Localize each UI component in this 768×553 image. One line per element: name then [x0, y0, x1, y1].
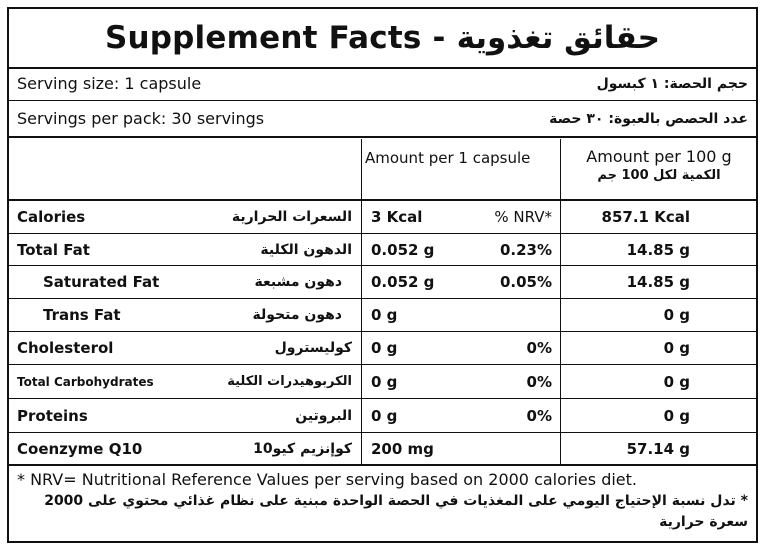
amount-per-100g: 0 g	[663, 306, 690, 324]
serving-size-row	[9, 67, 756, 101]
amount-per-100g: 57.14 g	[626, 439, 690, 458]
amount-per-capsule: 200 mg	[371, 439, 434, 458]
table-row	[9, 399, 756, 433]
amount-per-100g: 0 g	[663, 372, 690, 391]
table-row	[9, 433, 756, 466]
header-per-capsule: Amount per 1 capsule	[365, 149, 531, 167]
serving-size-en: Serving size: 1 capsule	[17, 74, 202, 93]
nutrient-name-ar: الكربوهيدرات الكلية	[227, 374, 352, 389]
table-row	[9, 234, 756, 266]
nutrient-name-en: Cholesterol	[17, 339, 114, 357]
nrv-percent: 0.05%	[499, 273, 552, 291]
servings-per-pack-ar: عدد الحصص بالعبوة: ٣٠ حصة	[549, 110, 748, 127]
footnote-en: * NRV= Nutritional Reference Values per serving based on 2000 calories diet.	[17, 470, 637, 489]
header-per-100g	[560, 139, 758, 199]
nutrient-name-ar: السعرات الحرارية	[231, 209, 352, 225]
amount-per-capsule: 0 g	[371, 406, 398, 425]
nutrient-name-ar: كوليسترول	[274, 340, 352, 356]
nutrient-name-en: Calories	[17, 208, 86, 226]
amount-per-100g: 0 g	[663, 406, 690, 425]
nrv-percent: 0%	[526, 406, 552, 425]
amount-per-100g: 857.1 Kcal	[601, 208, 690, 226]
nutrient-name-en: Coenzyme Q10	[17, 439, 143, 458]
amount-per-capsule: 0 g	[371, 372, 398, 391]
panel-title: Supplement Facts - حقائق تغذوية	[9, 9, 756, 69]
amount-per-capsule: 0 g	[371, 306, 398, 324]
table-row	[9, 201, 756, 234]
nrv-percent: 0%	[526, 339, 552, 357]
table-row	[9, 266, 756, 299]
table-row	[9, 299, 756, 332]
table-header-row	[9, 139, 756, 201]
nutrient-name-ar: الدهون الكلية	[260, 241, 352, 258]
nutrient-name-en: Proteins	[17, 406, 88, 425]
nrv-percent: 0.23%	[499, 240, 552, 259]
table-row	[9, 365, 756, 399]
nrv-percent: 0%	[526, 372, 552, 391]
footnote-ar: * تدل نسبة الإحتياج اليومي على المغذيات في الحصة الواحدة مبنية على نظام غذائي محتوي على 2000 سعرة حرارية	[44, 493, 748, 530]
header-per-100g-ar: الكمية لكل 100 جم	[597, 168, 721, 183]
table-row	[9, 332, 756, 365]
amount-per-100g: 0 g	[663, 339, 690, 357]
amount-per-capsule: 0.052 g	[371, 240, 435, 259]
header-per-100g-en: Amount per 100 g	[586, 147, 732, 166]
amount-per-capsule: 0.052 g	[371, 273, 435, 291]
nutrient-name-en: Total Carbohydrates	[17, 374, 154, 389]
footnote	[9, 467, 756, 533]
amount-per-100g: 14.85 g	[626, 240, 690, 259]
nutrient-name-ar: دهون متحولة	[252, 307, 342, 323]
servings-per-pack-en: Servings per pack: 30 servings	[17, 109, 265, 128]
nutrient-name-ar: كوإنزيم كيو10	[253, 440, 352, 457]
serving-size-ar: حجم الحصة: ١ كبسول	[596, 75, 748, 92]
servings-per-pack-row	[9, 101, 756, 138]
nrv-percent: % NRV*	[494, 208, 552, 226]
nutrient-name-en: Trans Fat	[43, 306, 121, 324]
nutrient-name-ar: دهون مشبعة	[254, 274, 342, 290]
nutrient-name-en: Saturated Fat	[43, 273, 160, 291]
amount-per-100g: 14.85 g	[626, 273, 690, 291]
supplement-facts-panel	[7, 7, 758, 543]
nutrient-name-en: Total Fat	[17, 240, 90, 259]
nutrient-name-ar: البروتين	[295, 407, 352, 424]
amount-per-capsule: 3 Kcal	[371, 208, 423, 226]
amount-per-capsule: 0 g	[371, 339, 398, 357]
